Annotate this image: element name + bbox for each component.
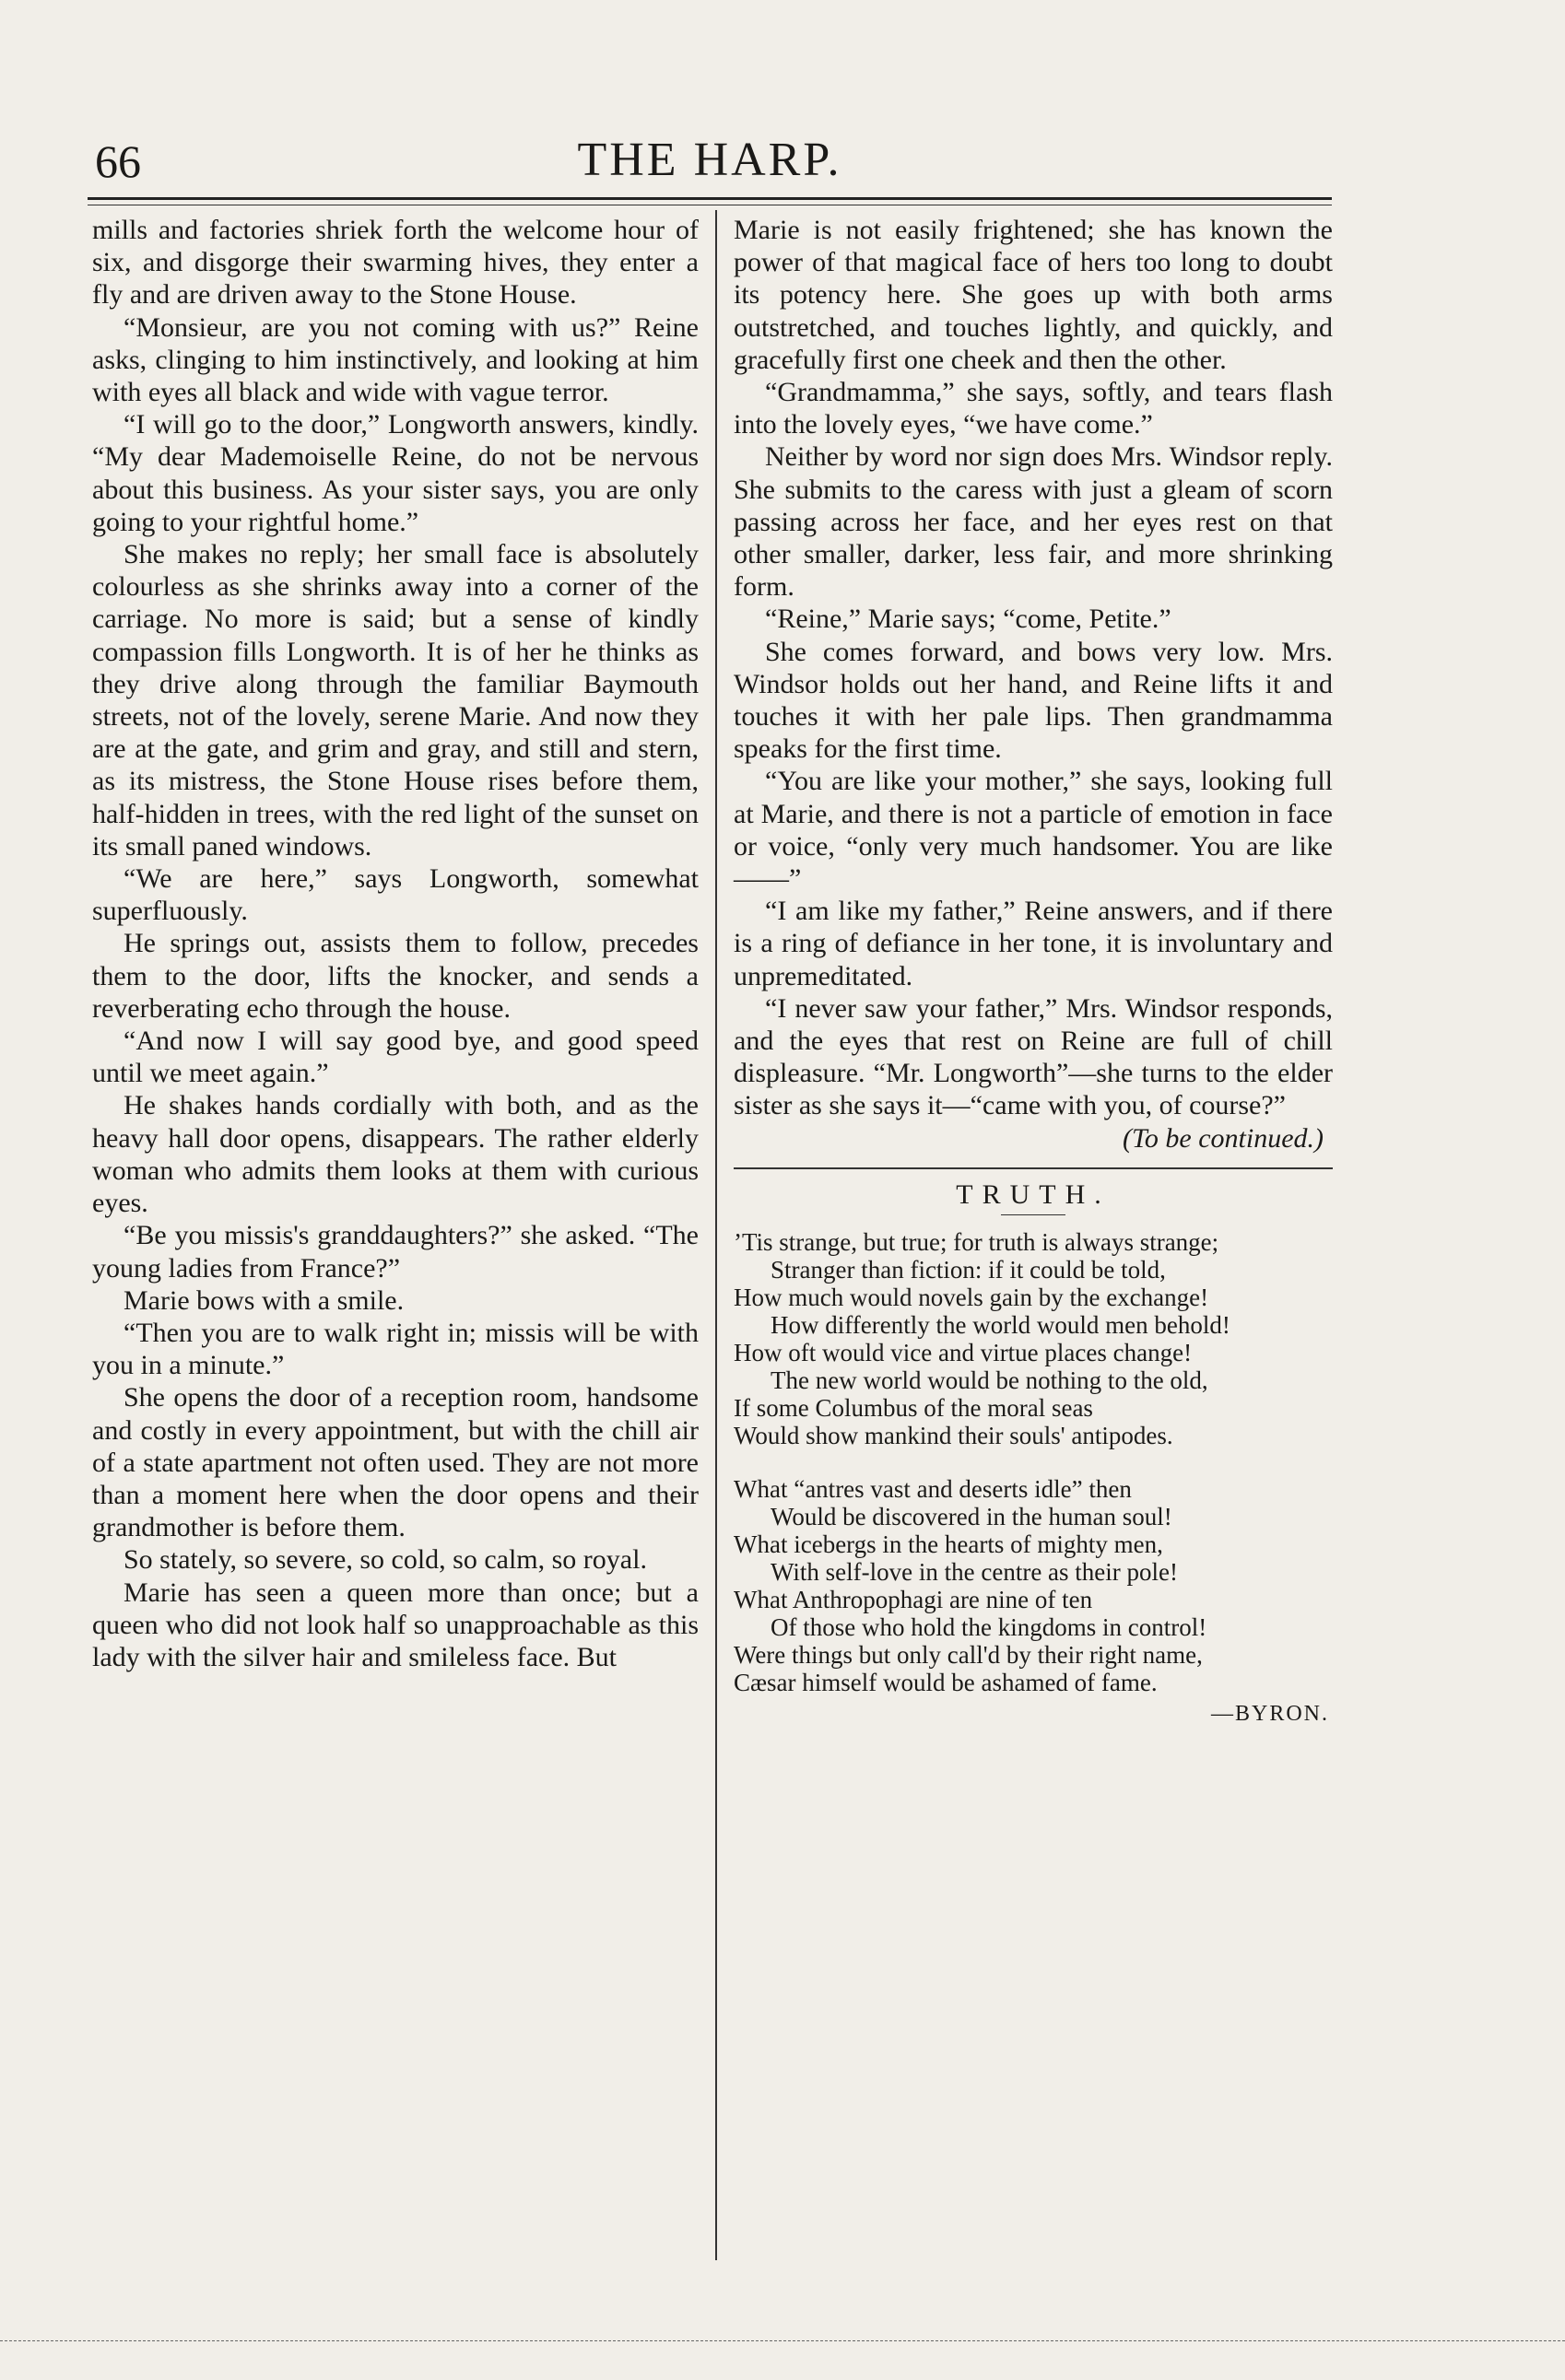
poem-title-rule: [1001, 1214, 1065, 1215]
poem-line: Were things but only call'd by their right name,: [734, 1641, 1203, 1670]
continued-note: (To be continued.): [1122, 1122, 1324, 1154]
poem-line: The new world would be nothing to the old,: [771, 1366, 1208, 1395]
left-column: [92, 214, 699, 1673]
poem-line: How differently the world would men behold!: [771, 1311, 1230, 1340]
paragraph: Neither by word nor sign does Mrs. Windsor reply. She submits to the caress with just a gleam of scorn passing across her face, and her eyes rest on that other smaller, darker, less fair, and more shrinking form.: [734, 441, 1333, 603]
poem-body: [734, 1228, 1333, 1696]
page-header: [88, 129, 1332, 193]
poem-line: How much would novels gain by the exchange!: [734, 1284, 1209, 1312]
right-column: [734, 214, 1333, 1730]
paragraph: “I will go to the door,” Longworth answers, kindly. “My dear Mademoiselle Reine, do not be nervous about this business. As your sister says, you are only going to your rightful home.”: [92, 409, 699, 537]
poem-title: TRUTH.: [956, 1178, 1111, 1210]
paragraph: “We are here,” says Longworth, somewhat superfluously.: [92, 863, 699, 927]
poem-line: ’Tis strange, but true; for truth is always strange;: [734, 1228, 1219, 1257]
paragraph: So stately, so severe, so cold, so calm, so royal.: [124, 1544, 647, 1576]
paragraph: “And now I will say good bye, and good speed until we meet again.”: [92, 1026, 699, 1089]
stanza-gap: [734, 1449, 1333, 1475]
paragraph: mills and factories shriek forth the welcome hour of six, and disgorge their swarming hives, they enter a fly and are driven away to the Stone House.: [92, 215, 699, 311]
header-rule: [88, 197, 1332, 200]
poem-line: Stranger than fiction: if it could be told,: [771, 1256, 1166, 1284]
paragraph: He shakes hands cordially with both, and as the heavy hall door opens, disappears. The rather elderly woman who admits them looks at them with curious eyes.: [92, 1090, 699, 1219]
poem-line: Would be discovered in the human soul!: [771, 1503, 1172, 1531]
poem-attribution: —BYRON.: [1210, 1702, 1329, 1727]
poem-line: What “antres vast and deserts idle” then: [734, 1475, 1132, 1504]
footer-rule: [0, 2340, 1565, 2341]
paragraph: Marie is not easily frightened; she has known the power of that magical face of hers too long to doubt its potency here. She goes up with both arms outstretched, and touches lightly, and quickly, and gracefully first one cheek and then the other.: [734, 215, 1333, 375]
paragraph: “I never saw your father,” Mrs. Windsor responds, and the eyes that rest on Reine are full of chill displeasure. “Mr. Longworth”—she turns to the elder sister as she says it—“came with you, of course?”: [734, 992, 1333, 1121]
poem-line: What icebergs in the hearts of mighty men,: [734, 1530, 1163, 1559]
poem: [734, 1178, 1333, 1730]
paragraph: She opens the door of a reception room, handsome and costly in every appointment, but with the chill air of a state apartment not often used. They are not more than a moment here when the door opens and their grandmother is before them.: [92, 1382, 699, 1543]
poem-line: What Anthropophagi are nine of ten: [734, 1586, 1093, 1614]
paragraph: “You are like your mother,” she says, looking full at Marie, and there is not a particle of emotion in face or voice, “only very much handsomer. You are like——”: [734, 766, 1333, 895]
poem-line: Would show mankind their souls' antipodes.: [734, 1422, 1173, 1450]
poem-line: Cæsar himself would be ashamed of fame.: [734, 1669, 1158, 1697]
poem-line: Of those who hold the kingdoms in control!: [771, 1613, 1207, 1642]
paragraph: “Reine,” Marie says; “come, Petite.”: [765, 604, 1171, 635]
poem-line: If some Columbus of the moral seas: [734, 1394, 1093, 1423]
paragraph: “Then you are to walk right in; missis will be with you in a minute.”: [92, 1317, 699, 1381]
poem-line: How oft would vice and virtue places change!: [734, 1339, 1193, 1367]
paragraph: “Be you missis's granddaughters?” she asked. “The young ladies from France?”: [92, 1220, 699, 1284]
paragraph: He springs out, assists them to follow, precedes them to the door, lifts the knocker, and sends a reverberating echo through the house.: [92, 928, 699, 1024]
paragraph: “I am like my father,” Reine answers, and if there is a ring of defiance in her tone, it is involuntary and unpremeditated.: [734, 896, 1333, 991]
poem-line: With self-love in the centre as their pole!: [771, 1558, 1178, 1587]
running-title: THE HARP.: [577, 134, 842, 186]
paragraph: Marie has seen a queen more than once; but a queen who did not look half so unapproachable as this lady with the silver hair and smileless face. But: [92, 1577, 699, 1672]
paragraph: She comes forward, and bows very low. Mrs. Windsor holds out her hand, and Reine lifts it and touches it with her pale lips. Then grandmamma speaks for the first time.: [734, 636, 1333, 765]
paragraph: She makes no reply; her small face is absolutely colourless as she shrinks away into a corner of the carriage. No more is said; but a sense of kindly compassion fills Longworth. It is of her he thinks as they drive along through the familiar Baymouth streets, not of the lovely, serene Marie. And now they are at the gate, and grim and gray, and still and stern, as its mistress, the Stone House rises before them, half-hidden in trees, with the red light of the sunset on its small paned windows.: [92, 539, 699, 862]
paragraph: “Grandmamma,” she says, softly, and tears flash into the lovely eyes, “we have come.”: [734, 377, 1333, 440]
column-divider: [715, 210, 717, 2260]
paragraph: Marie bows with a smile.: [124, 1284, 405, 1316]
paragraph: “Monsieur, are you not coming with us?” Reine asks, clinging to him instinctively, and looking at him with eyes all black and wide with vague terror.: [92, 311, 699, 408]
page-number: 66: [95, 135, 141, 187]
section-rule: [734, 1167, 1333, 1169]
